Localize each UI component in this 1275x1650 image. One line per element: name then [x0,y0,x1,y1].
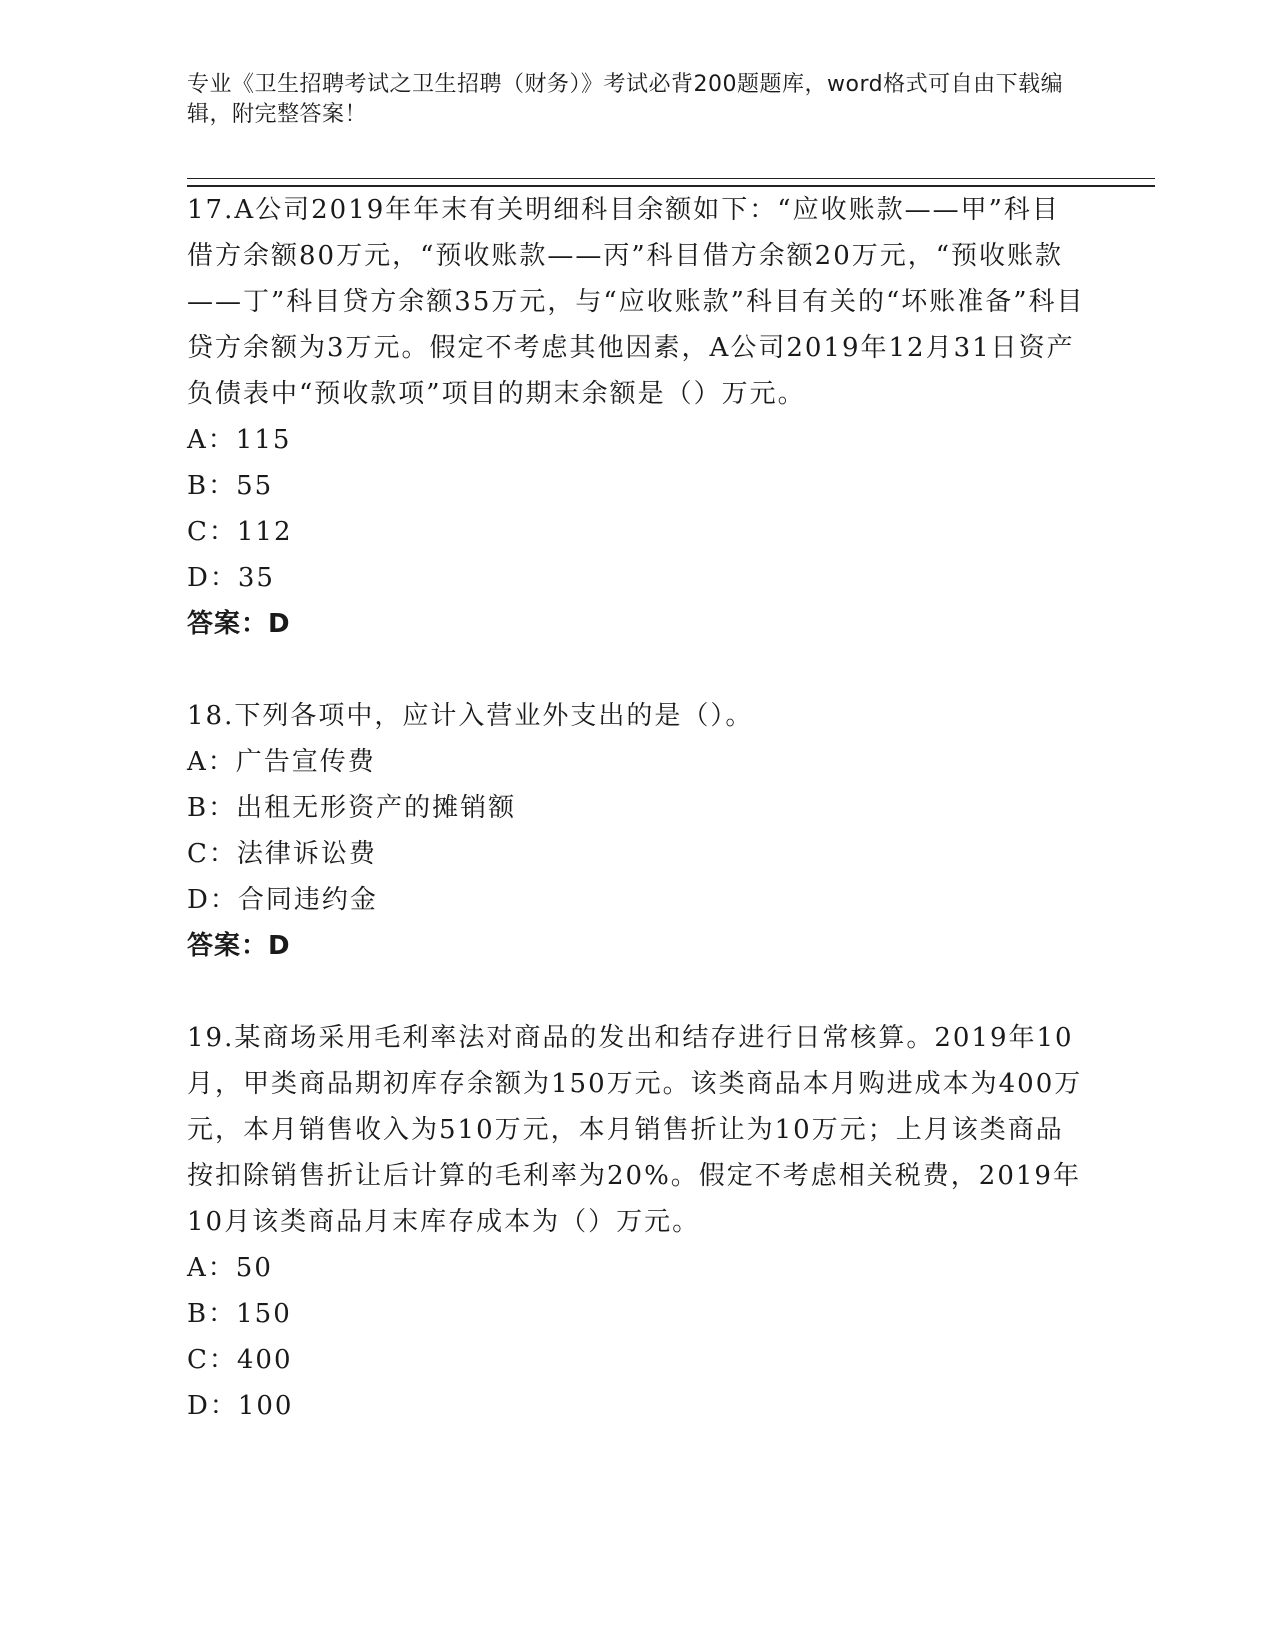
option-d: D：100 [187,1391,294,1421]
option-a: A：广告宣传费 [187,747,376,777]
answer: 答案：D [187,931,291,961]
option-a: A：50 [187,1253,273,1283]
option-b: B：55 [187,471,274,501]
question-18 [187,693,1087,969]
question-text: 17.A公司2019年年末有关明细科目余额如下：“应收账款——甲”科目借方余额80万元，“预收账款——丙”科目借方余额20万元，“预收账款——丁”科目贷方余额35万元，与“应收账款”科目有关的“坏账准备”科目贷方余额为3万元。假定不考虑其他因素，A公司2019年12月31日资产负债表中“预收款项”项目的期末余额是（）万元。 [187,195,1085,409]
spacer [187,647,1087,693]
question-text: 19.某商场采用毛利率法对商品的发出和结存进行日常核算。2019年10月，甲类商品期初库存余额为150万元。该类商品本月购进成本为400万元，本月销售收入为510万元，本月销售折让为10万元；上月该类商品按扣除销售折让后计算的毛利率为20%。假定不考虑相关税费，2019年10月该类商品月末库存成本为（）万元。 [187,1023,1083,1237]
spacer [187,969,1087,1015]
answer: 答案：D [187,609,291,639]
question-19 [187,1015,1087,1429]
option-d: D：35 [187,563,275,593]
option-c: C：法律诉讼费 [187,839,377,869]
page-header: 专业《卫生招聘考试之卫生招聘（财务）》考试必背200题题库，word格式可自由下载编辑，附完整答案！ [187,72,1064,127]
option-b: B：出租无形资产的摊销额 [187,793,517,823]
header-divider [187,178,1155,187]
option-a: A：115 [187,425,292,455]
question-17 [187,187,1087,647]
option-d: D：合同违约金 [187,885,378,915]
option-c: C：112 [187,517,293,547]
option-b: B：150 [187,1299,292,1329]
question-text: 18.下列各项中，应计入营业外支出的是（）。 [187,701,754,731]
option-c: C：400 [187,1345,293,1375]
question-list [187,187,1087,1429]
